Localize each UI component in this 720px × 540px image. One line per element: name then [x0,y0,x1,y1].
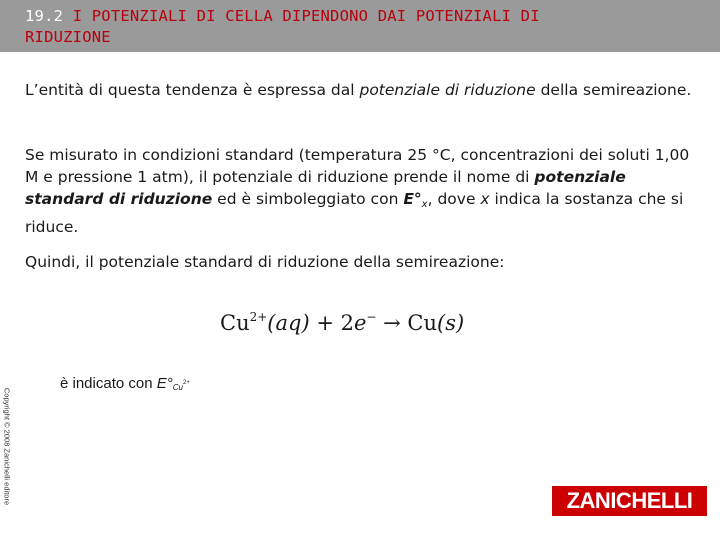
note-symbol: E° [156,375,173,392]
p2-symbol: E° [403,190,422,208]
eq-product: Cu [407,311,438,335]
p2-var: x [480,190,490,208]
eq-reactant-charge: 2+ [249,310,268,324]
p1-text-before: L’entità di questa tendenza è espressa dal [25,81,360,99]
half-reaction-equation [220,310,464,335]
eq-plus: + 2 [309,311,354,335]
eq-electron-charge: − [366,310,377,324]
paragraph-standard-conditions [25,144,705,238]
title-line1: I POTENZIALI DI CELLA DIPENDONO DAI POTENZIALI DI [72,7,540,25]
p2-text-3: , dove [427,190,481,208]
paragraph-reduction-potential [25,79,705,101]
eq-product-state: (s) [437,311,465,335]
copyright-notice: Copyright © 2008 Zanichelli editore [2,387,12,506]
paragraph-half-reaction-intro: Quindi, il potenziale standard di riduzione della semireazione: [25,253,505,271]
p1-emphasis: potenziale di riduzione [359,81,536,99]
equation-note [60,375,190,392]
p1-text-after: della semireazione. [535,81,692,99]
p2-text-4: indica la sostanza che si riduce. [25,190,684,236]
note-symbol-sup: 2+ [182,380,190,386]
p2-symbol-sub: x [421,199,428,210]
p2-emphasis: potenziale standard di riduzione [25,168,626,208]
eq-reactant: Cu [220,311,250,335]
p2-text-2: ed è simboleggiato con [212,190,404,208]
eq-reactant-state: (aq) [267,311,310,335]
slide-title [25,6,705,48]
publisher-logo: ZANICHELLI [552,486,707,516]
note-symbol-sub: Cu [172,383,183,392]
title-line2: RIDUZIONE [25,28,111,46]
p2-text-1: Se misurato in condizioni standard (temperatura 25 °C, concentrazioni dei soluti 1,00 M e pressione 1 atm), il potenziale di riduzione prende il nome di [25,146,690,186]
eq-arrow: → [376,311,408,335]
eq-electron: e [353,311,367,335]
section-number: 19.2 [25,7,64,25]
note-text: è indicato con [60,375,157,392]
